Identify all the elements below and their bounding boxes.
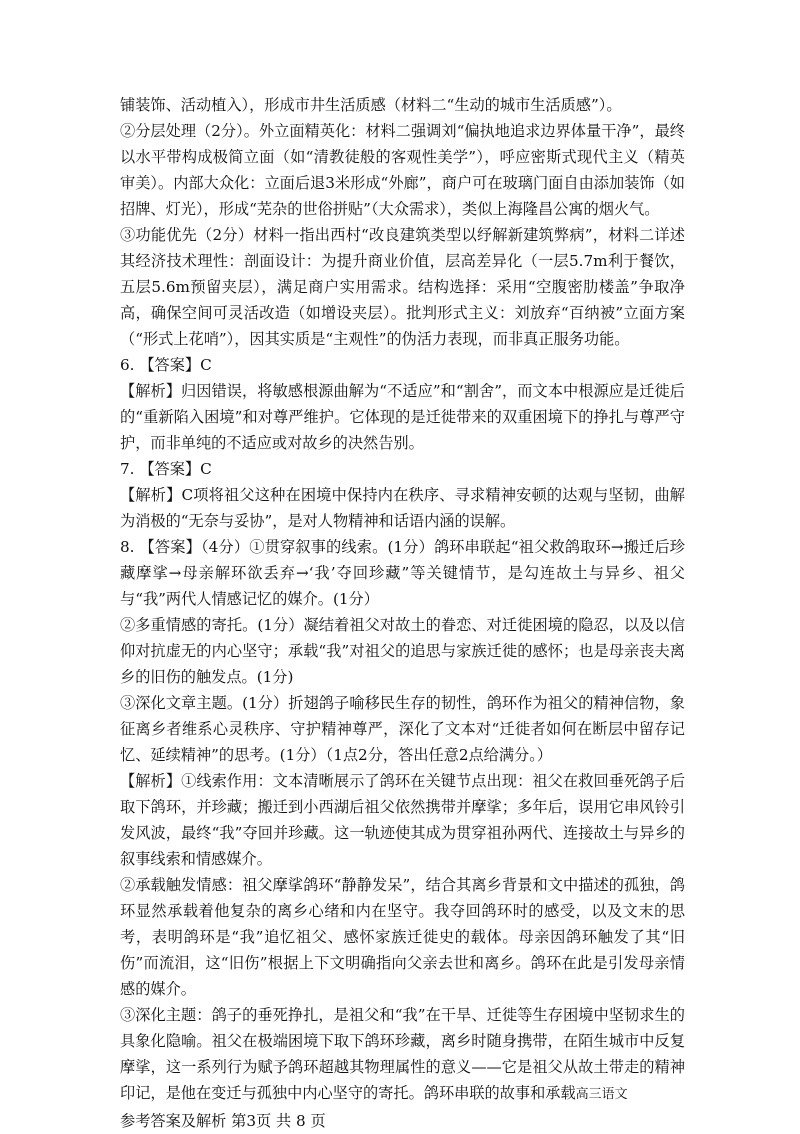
analysis-8-point-1: 【解析】①线索作用：文本清晰展示了鸽环在关键节点出现：祖父在救回垂死鸽子后取下鸽环，并珍藏；搬迁到小西湖后祖父依然携带并摩挲；多年后，误用它串风铃引发风波，最终“我”夺回并珍藏。这一轨迹使其成为贯穿祖孙两代、连接故土与异乡的叙事线索和情感媒介。 (120, 772, 685, 868)
analysis-8-point-2: ②承载触发情感：祖父摩挲鸽环“静静发呆”，结合其离乡背景和文中描述的孤独，鸽环显然承载着他复杂的离乡心绪和内在坚守。我夺回鸽环时的感受，以及文末的思考，表明鸽环是“我”追忆祖父、感怀家族迁徙史的载体。母亲因鸽环触发了其“旧伤”而流泪，这“旧伤”根据上下文明确指向父亲去世和离乡。鸽环在此是引发母亲情感的媒介。 (120, 876, 685, 998)
footer-subject: 高三语文 (575, 1087, 628, 1102)
answer-7: 7. 【答案】C (120, 460, 212, 478)
answer-6: 6. 【答案】C (120, 356, 212, 374)
answer-8-point-2: ②多重情感的寄托。(1分）凝结着祖父对故土的眷恋、对迁徙困境的隐忍，以及以信仰对抗虚无的内心坚守；承载“我”对祖父的追思与家族迁徙的感怀；也是母亲丧夫离乡的旧伤的触发点。(1分) (120, 616, 685, 686)
paragraph-function-first: ③功能优先（2分）材料一指出西村“改良建筑类型以纾解新建筑弊病”，材料二详述其经济技术理性：剖面设计：为提升商业价值，层高差异化（一层5.7m利于餐饮，五层5.6m预留夹层），满足商户实用需求。结构选择：采用“空腹密肋楼盖”争取净高，确保空间可灵活改造（如增设夹层）。批判形式主义：刘放弃“百纳被”立面方案（“形式上花哨”），因其实质是“主观性”的伪活力表现，而非真正服务功能。 (120, 226, 685, 348)
analysis-8-point-3-text: ③深化主题：鸽子的垂死挣扎，是祖父和“我”在干旱、迁徙等生存困境中坚韧求生的具象化隐喻。祖父在极端困境下取下鸽环珍藏，离乡时随身携带，在陌生城市中反复摩挲，这一系列行为赋予鸽环超越其物理属性的意义——它是祖父从故土带走的精神印记，是他在变迁与孤独中内心坚守的寄托。鸽环串联的故事和承载 (120, 1006, 685, 1102)
analysis-7: 【解析】C项将祖父这种在困境中保持内在秩序、寻求精神安顿的达观与坚韧，曲解为消极的“无奈与妥协”，是对人物精神和话语内涵的误解。 (120, 486, 685, 530)
analysis-8-point-3 (120, 1002, 685, 1108)
answer-8-point-3: ③深化文章主题。(1分）折翅鸽子喻移民生存的韧性，鸽环作为祖父的精神信物，象征离乡者维系心灵秩序、守护精神尊严，深化了文本对“迁徙者如何在断层中留存记忆、延续精神”的思考。(1分）（1点2分，答出任意2点给满分。） (120, 694, 685, 764)
document-body (120, 92, 685, 1134)
analysis-6: 【解析】归因错误，将敏感根源曲解为“不适应”和“割舍”，而文本中根源应是迁徙后的“重新陷入困境”和对尊严维护。它体现的是迁徙带来的双重困境下的挣扎与尊严守护，而非单纯的不适应或对故乡的决然告别。 (120, 382, 685, 452)
answer-8: 8. 【答案】（4分）①贯穿叙事的线索。(1分）鸽环串联起“祖父救鸽取环→搬迁后珍藏摩挲→母亲解环欲丢弃→‘我’夺回珍藏”等关键情节，是勾连故土与异乡、祖父与“我”两代人情感记忆的媒介。(1分） (120, 538, 685, 608)
page-footer: 参考答案及解析 第3页 共 8 页 (120, 1112, 326, 1130)
paragraph-continuation: 铺装饰、活动植入），形成市井生活质感（材料二“生动的城市生活质感”）。 (120, 96, 622, 114)
paragraph-layered-treatment: ②分层处理（2分）。外立面精英化：材料二强调刘“偏执地追求边界体量干净”，最终以水平带构成极简立面（如“清教徒般的客观性美学”），呼应密斯式现代主义（精英审美）。内部大众化：立面后退3米形成“外廊”，商户可在玻璃门面自由添加装饰（如招牌、灯光），形成“芜杂的世俗拼贴”（大众需求），类似上海隆昌公寓的烟火气。 (120, 122, 685, 218)
